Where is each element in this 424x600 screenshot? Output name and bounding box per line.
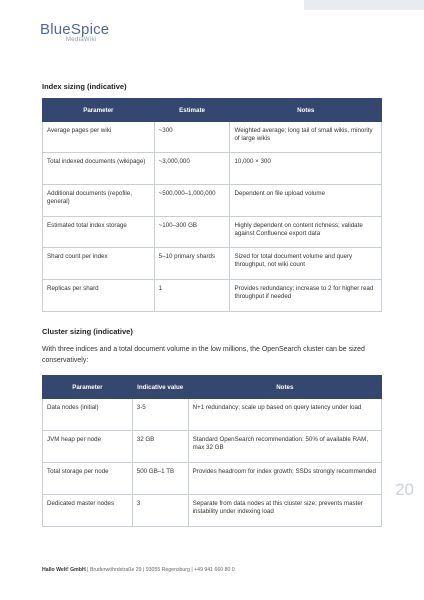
table-header-row bbox=[43, 376, 382, 399]
table-cell: ~100–300 GB bbox=[154, 217, 230, 248]
table-cell: Dedicated master nodes bbox=[43, 495, 133, 527]
table-cell: JVM heap per node bbox=[43, 431, 133, 463]
table-row bbox=[43, 431, 382, 463]
header-indicative-value: Indicative value bbox=[132, 376, 188, 399]
header-parameter: Parameter bbox=[43, 376, 133, 399]
cluster-sizing-heading: Cluster sizing (indicative) bbox=[42, 327, 133, 336]
table-cell: 500 GB–1 TB bbox=[132, 463, 188, 495]
table-cell: Additional documents (repofile, general) bbox=[43, 185, 155, 217]
logo-subtitle: MediaWiki bbox=[66, 37, 97, 43]
table-cell: N+1 redundancy; scale up based on query latency under load bbox=[188, 399, 381, 431]
table-cell: Total indexed documents (wikipage) bbox=[43, 153, 155, 185]
table-row bbox=[43, 217, 382, 248]
table-cell: Provides headroom for index growth; SSDs strongly recommended bbox=[188, 463, 381, 495]
table-cell: ~3,000,000 bbox=[154, 153, 230, 185]
table-row bbox=[43, 463, 382, 495]
page-footer bbox=[42, 567, 235, 573]
table-row bbox=[43, 495, 382, 527]
footer-address: | Bruderwöhrdstraße 29 | 93055 Regensburg | +49 941 660 80 0 bbox=[85, 567, 235, 573]
table-cell: 10,000 × 300 bbox=[230, 153, 382, 185]
cluster-sizing-intro: With three indices and a total document volume in the low millions, the OpenSearch cluster can be sized conservatively: bbox=[42, 346, 365, 364]
table-cell: Total storage per node bbox=[43, 463, 133, 495]
table-cell: Provides redundancy; increase to 2 for higher read throughput if needed bbox=[230, 280, 382, 312]
table-cell: ~300 bbox=[154, 122, 230, 153]
table-row bbox=[43, 122, 382, 153]
table-cell: 5–10 primary shards bbox=[154, 248, 230, 280]
table-cell: Dependent on file upload volume bbox=[230, 185, 382, 217]
table-cell: Sized for total document volume and query throughput, not wiki count bbox=[230, 248, 382, 280]
table-cell: Standard OpenSearch recommendation: 50% of available RAM, max 32 GB bbox=[188, 431, 381, 463]
table-cell: Average pages per wiki bbox=[43, 122, 155, 153]
index-sizing-heading: Index sizing (indicative) bbox=[42, 82, 127, 91]
table-cell: 32 GB bbox=[132, 431, 188, 463]
bluespice-logo bbox=[40, 21, 110, 43]
table-cell: Shard count per index bbox=[43, 248, 155, 280]
table-row bbox=[43, 153, 382, 185]
logo-wordmark: BlueSpice bbox=[40, 21, 110, 38]
table-row bbox=[43, 280, 382, 312]
table-cell: Estimated total index storage bbox=[43, 217, 155, 248]
table-cell: 1 bbox=[154, 280, 230, 312]
table-cell: Data nodes (initial) bbox=[43, 399, 133, 431]
table-cell: Highly dependent on content richness; validate against Confluence export data bbox=[230, 217, 382, 248]
table-row bbox=[43, 185, 382, 217]
table-header-row bbox=[43, 99, 382, 122]
header-parameter: Parameter bbox=[43, 99, 155, 122]
header-estimate: Estimate bbox=[154, 99, 230, 122]
footer-company: Hallo Welt! GmbH bbox=[42, 567, 86, 573]
table-cell: Replicas per shard bbox=[43, 280, 155, 312]
table-cell: ~500,000–1,000,000 bbox=[154, 185, 230, 217]
header-notes: Notes bbox=[188, 376, 381, 399]
corner-band bbox=[304, 0, 424, 10]
table-cell: Separate from data nodes at this cluster size; prevents master instability under indexing load bbox=[188, 495, 381, 527]
table-cell: 3-5 bbox=[132, 399, 188, 431]
cluster-sizing-table bbox=[42, 375, 382, 527]
table-cell: Weighted average; long tail of small wikis, minority of large wikis bbox=[230, 122, 382, 153]
index-sizing-table bbox=[42, 98, 382, 312]
page-number: 20 bbox=[395, 480, 414, 499]
table-row bbox=[43, 399, 382, 431]
table-row bbox=[43, 248, 382, 280]
header-notes: Notes bbox=[230, 99, 382, 122]
table-cell: 3 bbox=[132, 495, 188, 527]
